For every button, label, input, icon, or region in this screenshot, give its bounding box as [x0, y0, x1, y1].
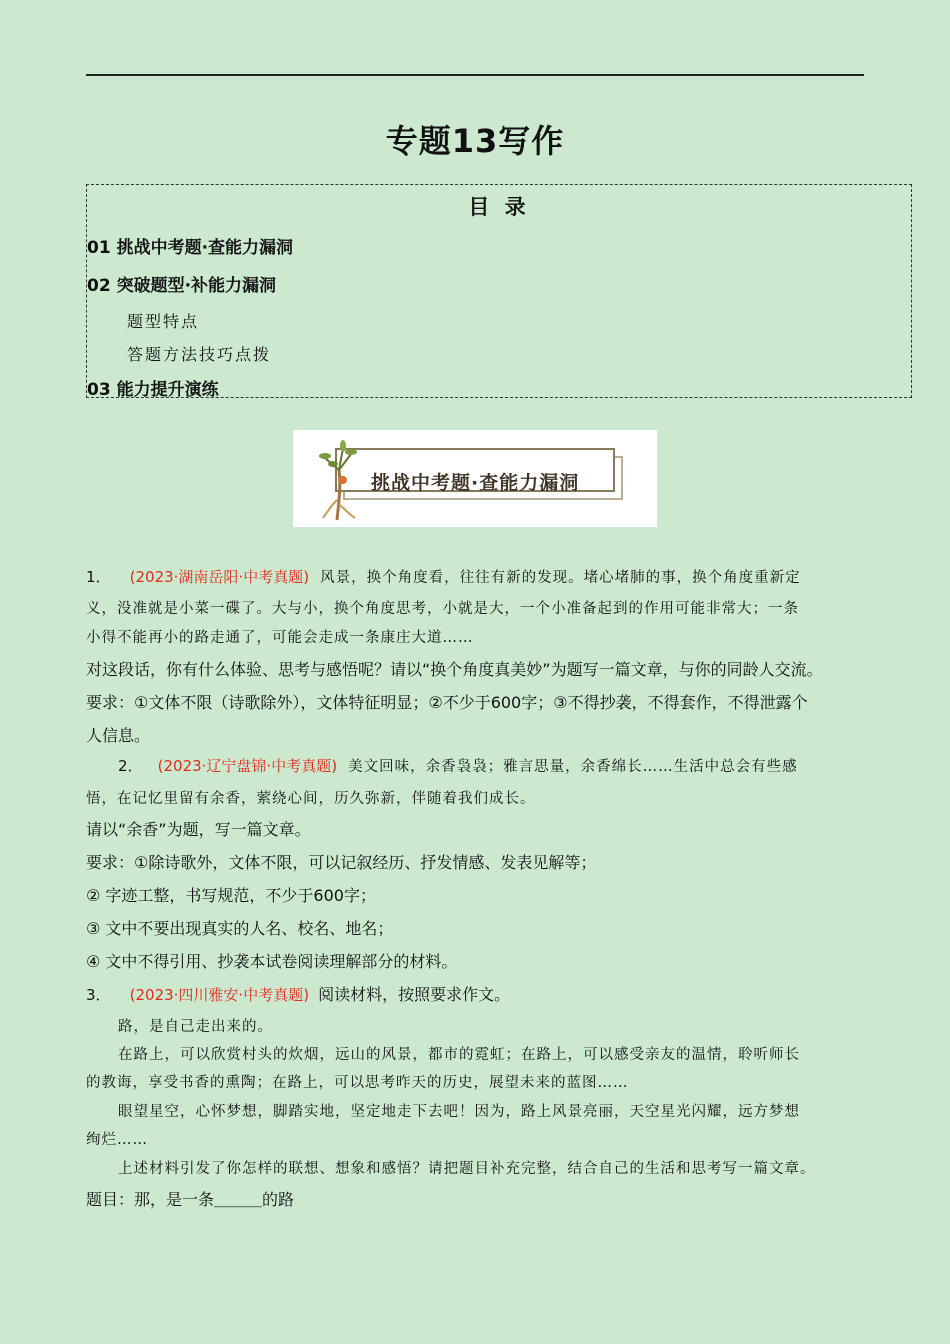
question-2-requirements: ③ 文中不要出现真实的人名、校名、地名； — [86, 919, 394, 938]
header-rule — [86, 74, 864, 76]
question-2-requirements: ④ 文中不得引用、抄袭本试卷阅读理解部分的材料。 — [86, 952, 458, 971]
question-3-material: 绚烂…… — [86, 1132, 148, 1148]
toc-item-02[interactable]: 02 突破题型·补能力漏洞 — [87, 276, 277, 296]
question-1-first-line — [86, 566, 801, 587]
page-title: 专题13写作 — [385, 122, 565, 160]
question-2-prompt: 请以“余香”为题，写一篇文章。 — [86, 820, 311, 839]
question-2-requirements: 要求：①除诗歌外，文体不限，可以记叙经历、抒发情感、发表见解等； — [86, 853, 597, 872]
question-3-material: 在路上，可以欣赏村头的炊烟，远山的风景，都市的霓虹；在路上，可以感受亲友的温情，聆听师长 — [118, 1047, 800, 1063]
question-text: 阅读材料，按照要求作文。 — [318, 985, 511, 1004]
banner-title: 挑战中考题·查能力漏洞 — [371, 472, 580, 494]
question-3-material: 眼望星空，心怀梦想，脚踏实地，坚定地走下去吧！因为，路上风景亮丽，天空星光闪耀，远方梦想 — [118, 1104, 800, 1120]
toc-item-01[interactable]: 01 挑战中考题·查能力漏洞 — [87, 238, 294, 258]
question-2-requirements: ② 字迹工整，书写规范，不少于600字； — [86, 886, 376, 905]
toc-subitem-answer-tips[interactable]: 答题方法技巧点拨 — [127, 345, 272, 364]
question-text: 美文回味，余香袅袅；雅言思量，余香绵长……生活中总会有些感 — [348, 759, 798, 775]
question-2-line: 悟，在记忆里留有余香，萦绕心间，历久弥新，伴随着我们成长。 — [86, 791, 536, 807]
question-3-topic: 题目：那，是一条＿＿＿的路 — [86, 1190, 295, 1209]
question-number: 2． — [118, 757, 143, 775]
toc-heading: 目 录 — [468, 195, 530, 219]
toc-item-03[interactable]: 03 能力提升演练 — [87, 380, 219, 400]
section-banner — [293, 430, 657, 527]
toc-subitem-question-features[interactable]: 题型特点 — [127, 312, 200, 331]
question-2-first-line — [118, 755, 798, 776]
question-source: (2023·辽宁盘锦·中考真题) — [157, 757, 338, 775]
question-1-requirements: 要求：①文体不限（诗歌除外），文体特征明显；②不少于600字；③不得抄袭，不得套作，不得泄露个 — [86, 693, 808, 712]
question-3-prompt: 上述材料引发了你怎样的联想、想象和感悟？请把题目补充完整，结合自己的生活和思考写一篇文章。 — [118, 1161, 816, 1177]
question-1-requirements: 人信息。 — [86, 726, 151, 745]
question-source: (2023·四川雅安·中考真题) — [129, 986, 310, 1004]
question-number: 3． — [86, 986, 111, 1004]
question-number: 1． — [86, 568, 111, 586]
question-3-material: 的教诲，享受书香的熏陶；在路上，可以思考昨天的历史，展望未来的蓝图…… — [86, 1075, 629, 1091]
question-1-line: 义，没准就是小菜一碟了。大与小，换个角度思考，小就是大，一个小准备起到的作用可能非常大；一条 — [86, 601, 799, 617]
question-source: (2023·湖南岳阳·中考真题) — [129, 568, 310, 586]
question-text: 风景，换个角度看，往往有新的发现。堵心堵肺的事，换个角度重新定 — [320, 570, 801, 586]
question-1-prompt: 对这段话，你有什么体验、思考与感悟呢？请以“换个角度真美妙”为题写一篇文章，与你的同龄人交流。 — [86, 660, 823, 679]
ginseng-plant-icon — [315, 440, 365, 522]
question-3-first-line — [86, 982, 510, 1005]
question-3-material: 路，是自己走出来的。 — [118, 1019, 273, 1035]
question-1-line: 小得不能再小的路走通了，可能会走成一条康庄大道…… — [86, 630, 474, 646]
table-of-contents — [86, 184, 912, 398]
